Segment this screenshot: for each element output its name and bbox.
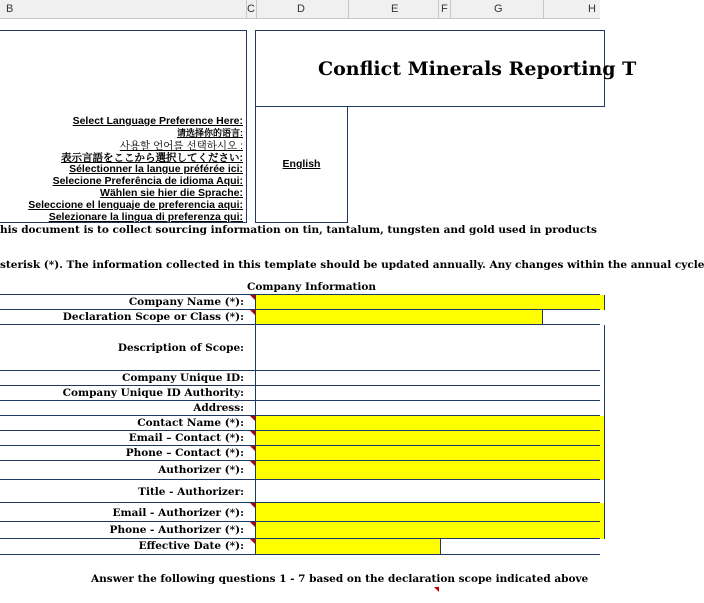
column-header-h[interactable]: H (588, 3, 596, 15)
language-prompt-french: Sélectionner la langue préférée ici: (69, 163, 243, 175)
language-prompt-japanese: 表示言語をここから選択してください: (61, 152, 243, 164)
comment-marker (250, 446, 255, 451)
authorizer-input[interactable] (255, 461, 605, 480)
purpose-note: his document is to collect sourcing information on tin, tantalum, tungsten and gold used in products (0, 224, 597, 236)
comment-marker (250, 295, 255, 300)
title-panel (255, 30, 637, 107)
language-prompt-german: Wählen sie hier die Sprache: (100, 187, 243, 199)
selected-language[interactable]: English (282, 158, 321, 170)
column-header-c[interactable]: C (247, 3, 255, 15)
phone-authorizer-row (0, 521, 600, 539)
unique-id-authority-row (0, 385, 600, 401)
company-unique-id-row (0, 370, 600, 386)
title-authorizer-row (0, 479, 600, 503)
comment-marker (250, 522, 255, 527)
column-header-f[interactable]: F (441, 3, 448, 15)
authorizer-row (0, 460, 600, 480)
address-label: Address: (193, 402, 244, 414)
asterisk-note: sterisk (*). The information collected in this template should be updated annually. Any changes within the annual cycle (0, 259, 704, 271)
contact-name-input[interactable] (255, 416, 605, 431)
questions-prompt: Answer the following questions 1 - 7 based on the declaration scope indicated above (91, 573, 589, 585)
language-prompt-portuguese: Selecione Preferência de idioma Aqui: (52, 175, 243, 187)
company-unique-id-label: Company Unique ID: (122, 372, 244, 384)
language-prompt-english: Select Language Preference Here: (72, 115, 243, 127)
comment-marker (250, 461, 255, 466)
column-header-d[interactable]: D (297, 3, 305, 15)
column-header-b[interactable]: B (6, 3, 14, 15)
email-authorizer-label: Email - Authorizer (*): (112, 507, 244, 519)
email-authorizer-row (0, 502, 600, 522)
comment-marker (250, 431, 255, 436)
contact-name-row (0, 415, 600, 431)
authorizer-label: Authorizer (*): (158, 464, 244, 476)
comment-marker (250, 310, 255, 315)
phone-contact-label: Phone – Contact (*): (125, 447, 244, 459)
email-contact-row (0, 430, 600, 446)
declaration-scope-label: Declaration Scope or Class (*): (62, 311, 244, 323)
address-input[interactable] (255, 401, 605, 416)
comment-marker (434, 587, 439, 592)
title-authorizer-label: Title - Authorizer: (138, 486, 244, 498)
description-scope-label: Description of Scope: (117, 342, 244, 354)
email-authorizer-input[interactable] (255, 503, 605, 522)
effective-date-row (0, 538, 600, 555)
column-header-g[interactable]: G (494, 3, 503, 15)
company-unique-id-input[interactable] (255, 371, 605, 386)
comment-marker (250, 503, 255, 508)
company-name-row (0, 294, 600, 310)
company-name-label: Company Name (*): (128, 296, 244, 308)
language-prompt-korean: 사용할 언어를 선택하시오 : (119, 140, 243, 152)
effective-date-input[interactable] (255, 539, 441, 554)
email-contact-label: Email – Contact (*): (128, 432, 244, 444)
comment-marker (250, 416, 255, 421)
effective-date-label: Effective Date (*): (138, 540, 244, 552)
declaration-scope-row (0, 309, 600, 325)
phone-contact-row (0, 445, 600, 461)
language-prompt-spanish: Seleccione el lenguaje de preferencia aqui: (28, 199, 243, 211)
description-scope-row (0, 324, 600, 371)
unique-id-authority-label: Company Unique ID Authority: (62, 387, 244, 399)
language-prompt-chinese: 请选择你的语言: (177, 128, 243, 138)
phone-authorizer-input[interactable] (255, 522, 605, 539)
comment-marker (250, 539, 255, 544)
company-name-input[interactable] (255, 295, 605, 310)
section-title: Company Information (247, 281, 376, 293)
language-prompt-italian: Selezionare la lingua di preferenza qui: (48, 211, 243, 223)
column-header-e[interactable]: E (391, 3, 399, 15)
language-dropdown-cell[interactable] (255, 106, 348, 223)
page-title: Conflict Minerals Reporting T (318, 58, 637, 80)
email-contact-input[interactable] (255, 431, 605, 446)
declaration-scope-select[interactable] (255, 310, 543, 325)
address-row (0, 400, 600, 416)
description-scope-input[interactable] (255, 325, 605, 371)
phone-authorizer-label: Phone - Authorizer (*): (109, 524, 244, 536)
phone-contact-input[interactable] (255, 446, 605, 461)
title-authorizer-input[interactable] (255, 480, 605, 503)
column-header-bar (0, 0, 600, 19)
unique-id-authority-input[interactable] (255, 386, 605, 401)
contact-name-label: Contact Name (*): (137, 417, 244, 429)
